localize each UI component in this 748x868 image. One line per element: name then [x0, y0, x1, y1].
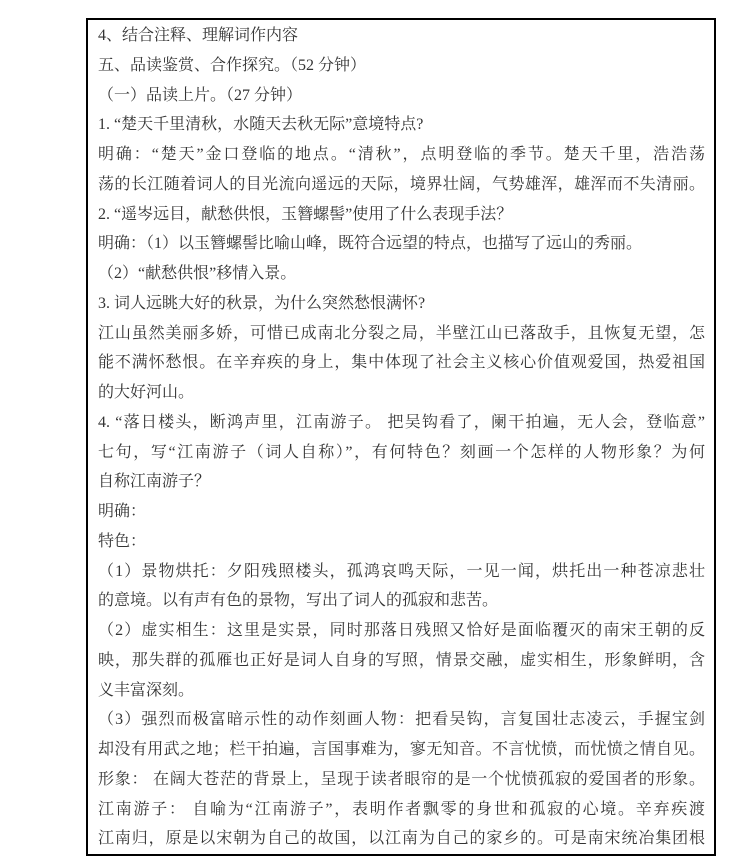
- text-line: 江南归，原是以宋朝为自己的故国，以江南为自己的家乡的。可是南宋统冶集团根: [98, 830, 705, 848]
- text-line: 七句，写“江南游子（词人自称）”，有何特色？刻画一个怎样的人物形象？为何: [98, 443, 705, 461]
- text-line: 明确：“楚天”金口登临的地点。“清秋”，点明登临的季节。楚天千里，浩浩荡: [98, 146, 705, 163]
- text-line: 自称江南游子？: [98, 473, 211, 491]
- text-line: 形象： 在阔大苍茫的背景上，呈现于读者眼帘的是一个忧愤孤寂的爱国者的形象。: [98, 770, 705, 788]
- text-line: 明确：: [98, 503, 147, 520]
- text-line: 4、结合注释、理解词作内容: [98, 27, 299, 44]
- text-line: 2. “遥岑远目，献愁供恨，玉簪螺髻”使用了什么表现手法？: [98, 205, 513, 223]
- document-body: [88, 20, 714, 854]
- text-line: 的意境。以有声有色的景物，写出了词人的孤寂和悲苦。: [98, 592, 499, 610]
- text-line: 义丰富深刻。: [98, 681, 195, 699]
- text-line: 五、品读鉴赏、合作探究。（52 分钟）: [98, 56, 367, 74]
- text-line: （1）景物烘托：夕阳残照楼头，孤鸿哀鸣天际，一见一闻，烘托出一种苍凉悲壮: [98, 562, 705, 580]
- text-line: （3）强烈而极富暗示性的动作刻画人物：把看吴钩，言复国壮志凌云，手握宝剑: [98, 711, 705, 729]
- text-line: 江南游子： 自喻为“江南游子”，表明作者飘零的身世和孤寂的心境。辛弃疾渡: [98, 800, 705, 818]
- text-line: 却没有用武之地；栏干拍遍，言国事难为，寥无知音。不言忧愤，而忧愤之情自见。: [98, 741, 705, 758]
- text-line: 江山虽然美丽多娇，可惜已成南北分裂之局，半壁江山已落敌手，且恢复无望，怎: [98, 324, 705, 342]
- text-line: 明确：（1）以玉簪螺髻比喻山峰，既符合远望的特点，也描写了远山的秀丽。: [98, 235, 643, 253]
- text-line: 1. “楚天千里清秋，水随天去秋无际”意境特点?: [98, 116, 424, 134]
- text-line: 3. 词人远眺大好的秋景，为什么突然愁恨满怀?: [98, 294, 426, 312]
- text-line: （一）品读上片。（27 分钟）: [98, 86, 303, 104]
- text-line: （2）虚实相生：这里是实景，同时那落日残照又恰好是面临覆灭的南宋王朝的反: [98, 622, 705, 639]
- text-line: 荡的长江随着词人的目光流向遥远的天际，境界壮阔，气势雄浑，雄浑而不失清丽。: [98, 175, 705, 193]
- text-line: 特色：: [98, 532, 147, 550]
- document-frame: [86, 18, 716, 856]
- text-line: 4. “落日楼头，断鸿声里，江南游子。 把吴钩看了，阑干拍遍，无人会，登临意”: [98, 413, 705, 431]
- text-line: 映，那失群的孤雁也正好是词人自身的写照，情景交融，虚实相生，形象鲜明，含: [98, 651, 705, 669]
- text-line: （2）“献愁供恨”移情入景。: [98, 265, 297, 282]
- text-line: 的大好河山。: [98, 384, 195, 401]
- text-line: 能不满怀愁恨。在辛弃疾的身上，集中体现了社会主义核心价值观爱国，热爱祖国: [98, 354, 705, 372]
